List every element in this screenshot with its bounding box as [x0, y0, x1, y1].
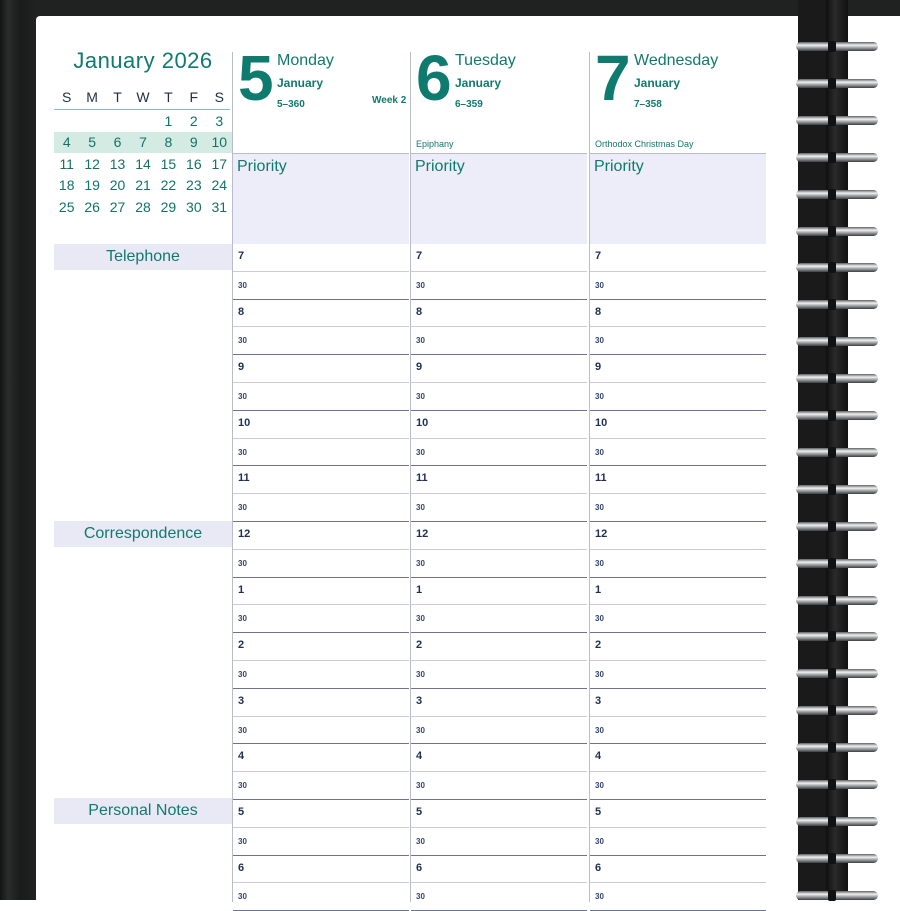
calendar-day[interactable]: 19	[84, 177, 100, 194]
spiral-ring	[796, 665, 880, 683]
ring-hole	[828, 521, 836, 532]
hour-slot[interactable]	[233, 355, 409, 383]
time-label: 5	[416, 805, 423, 818]
calendar-day[interactable]: 6	[113, 134, 122, 151]
ring-wire	[796, 42, 878, 51]
calendar-day[interactable]: 15	[160, 155, 177, 172]
ring-wire	[796, 153, 878, 162]
hour-slot[interactable]	[590, 744, 766, 772]
ring-wire	[796, 448, 878, 457]
ring-hole	[828, 742, 836, 753]
calendar-day[interactable]: 4	[62, 134, 71, 151]
personal-notes-section-label: Personal Notes	[54, 798, 232, 824]
calendar-day[interactable]: 28	[135, 198, 151, 215]
weekday-label: S	[214, 89, 224, 105]
time-label: 30	[416, 391, 425, 401]
ring-hole	[828, 78, 836, 89]
ring-wire	[796, 743, 878, 752]
priority-box[interactable]	[233, 153, 409, 244]
ring-hole	[828, 373, 836, 384]
time-label: 11	[416, 472, 428, 485]
half-hour-slot[interactable]	[590, 661, 766, 689]
time-label: 30	[238, 558, 247, 568]
ring-hole	[828, 595, 836, 606]
time-label: 11	[238, 472, 250, 485]
mini-calendar-week-row	[54, 197, 232, 218]
ring-wire	[796, 559, 878, 568]
hour-slot[interactable]	[411, 633, 587, 661]
hour-slot[interactable]	[233, 466, 409, 494]
time-label: 30	[238, 336, 247, 346]
half-hour-slot[interactable]	[411, 605, 587, 633]
ring-hole	[828, 853, 836, 864]
calendar-day[interactable]: 18	[58, 177, 75, 194]
hour-slot[interactable]	[411, 355, 587, 383]
mini-calendar-week-row	[54, 175, 232, 196]
ring-wire	[796, 263, 878, 272]
time-label: 6	[416, 861, 423, 874]
calendar-day[interactable]: 9	[189, 134, 198, 151]
time-label: 1	[238, 583, 245, 596]
half-hour-slot[interactable]	[590, 772, 766, 800]
time-label: 30	[238, 836, 247, 846]
ring-hole	[828, 779, 836, 790]
half-hour-slot[interactable]	[590, 272, 766, 300]
calendar-day[interactable]: 10	[211, 134, 228, 151]
hour-slot[interactable]	[590, 856, 766, 884]
half-hour-slot[interactable]	[411, 828, 587, 856]
day-number: 5	[238, 42, 274, 114]
hour-slot[interactable]	[411, 578, 587, 606]
hour-slot[interactable]	[411, 800, 587, 828]
time-label: 6	[595, 861, 602, 874]
calendar-day[interactable]: 14	[135, 155, 151, 172]
weekday-label: T	[164, 89, 173, 105]
time-label: 30	[416, 503, 425, 513]
half-hour-slot[interactable]	[590, 717, 766, 745]
time-label: 5	[595, 805, 602, 818]
spiral-ring	[796, 628, 880, 646]
ring-hole	[828, 890, 836, 901]
ring-hole	[828, 152, 836, 163]
ring-wire	[796, 706, 878, 715]
mini-calendar-weekday-row	[54, 87, 232, 108]
half-hour-slot[interactable]	[411, 717, 587, 745]
hour-slot[interactable]	[411, 466, 587, 494]
calendar-day[interactable]: 22	[160, 177, 177, 194]
half-hour-slot[interactable]	[590, 494, 766, 522]
weekday-label: M	[86, 89, 98, 105]
time-label: 30	[595, 336, 604, 346]
half-hour-slot[interactable]	[233, 494, 409, 522]
priority-label: Priority	[415, 158, 465, 175]
calendar-day[interactable]: 8	[164, 134, 173, 151]
calendar-day[interactable]: 3	[215, 113, 224, 129]
half-hour-slot[interactable]	[590, 327, 766, 355]
time-label: 11	[595, 472, 607, 485]
spiral-ring	[796, 702, 880, 720]
holiday-label: Orthodox Christmas Day	[595, 139, 694, 149]
time-label: 30	[238, 391, 247, 401]
time-label: 5	[238, 805, 245, 818]
time-label: 30	[238, 614, 247, 624]
ring-hole	[828, 336, 836, 347]
time-label: 30	[595, 781, 604, 791]
correspondence-section-label: Correspondence	[54, 521, 232, 547]
calendar-day[interactable]: 17	[211, 155, 228, 172]
hour-slot[interactable]	[233, 633, 409, 661]
time-label: 2	[416, 639, 423, 652]
ring-hole	[828, 705, 836, 716]
time-label: 30	[238, 892, 247, 902]
time-label: 30	[416, 669, 425, 679]
calendar-day[interactable]: 5	[88, 134, 97, 151]
ring-wire	[796, 337, 878, 346]
mini-calendar-title: January 2026	[73, 48, 213, 73]
half-hour-slot[interactable]	[233, 272, 409, 300]
mini-calendar-week-row	[54, 111, 232, 132]
half-hour-slot[interactable]	[411, 772, 587, 800]
calendar-day[interactable]	[130, 111, 155, 132]
time-label: 7	[416, 250, 423, 262]
ring-hole	[828, 447, 836, 458]
half-hour-slot[interactable]	[590, 883, 766, 911]
hour-slot[interactable]	[590, 300, 766, 328]
time-label: 4	[416, 750, 423, 763]
spiral-ring	[796, 887, 880, 905]
time-label: 4	[595, 750, 602, 763]
time-label: 2	[595, 639, 602, 652]
time-label: 30	[416, 280, 425, 290]
hour-slot[interactable]	[411, 522, 587, 550]
spiral-ring	[796, 223, 880, 241]
half-hour-slot[interactable]	[233, 828, 409, 856]
hour-slot[interactable]	[590, 355, 766, 383]
half-hour-slot[interactable]	[233, 717, 409, 745]
hour-slot[interactable]	[590, 689, 766, 717]
time-label: 30	[238, 447, 247, 457]
ring-wire	[796, 596, 878, 605]
half-hour-slot[interactable]	[590, 383, 766, 411]
hour-slot[interactable]	[411, 411, 587, 439]
hour-slot[interactable]	[233, 244, 409, 272]
ring-hole	[828, 484, 836, 495]
hour-slot[interactable]	[233, 411, 409, 439]
time-label: 2	[238, 639, 245, 652]
hour-slot[interactable]	[233, 689, 409, 717]
half-hour-slot[interactable]	[411, 550, 587, 578]
ring-hole	[828, 631, 836, 642]
weekday-label: T	[113, 89, 122, 105]
ring-wire	[796, 116, 878, 125]
calendar-day[interactable]: 12	[84, 155, 100, 172]
priority-box[interactable]	[590, 153, 766, 244]
calendar-day[interactable]: 31	[211, 198, 228, 215]
hour-slot[interactable]	[411, 744, 587, 772]
spiral-ring	[796, 518, 880, 536]
ring-wire	[796, 522, 878, 531]
half-hour-slot[interactable]	[411, 383, 587, 411]
hour-slot[interactable]	[233, 522, 409, 550]
half-hour-slot[interactable]	[233, 550, 409, 578]
spiral-ring	[796, 75, 880, 93]
weekday-label: W	[136, 89, 150, 105]
spiral-ring	[796, 739, 880, 757]
hour-slot[interactable]	[233, 300, 409, 328]
mini-calendar-week-row	[54, 154, 232, 175]
ring-wire	[796, 632, 878, 641]
time-label: 12	[595, 527, 608, 540]
time-label: 30	[595, 558, 604, 568]
ring-wire	[796, 780, 878, 789]
calendar-day[interactable]: 24	[211, 177, 228, 194]
day-count: 7–358	[634, 99, 662, 110]
hour-slot[interactable]	[590, 800, 766, 828]
time-label: 8	[416, 305, 423, 318]
time-label: 30	[416, 336, 425, 346]
half-hour-slot[interactable]	[233, 661, 409, 689]
day-month: January	[455, 76, 502, 90]
half-hour-slot[interactable]	[411, 439, 587, 467]
weekday-label: F	[189, 89, 199, 105]
time-label: 30	[595, 725, 604, 735]
time-label: 30	[595, 503, 604, 513]
calendar-day[interactable]: 13	[109, 155, 126, 172]
time-label: 30	[595, 892, 604, 902]
ring-wire	[796, 300, 878, 309]
time-label: 30	[416, 447, 425, 457]
half-hour-slot[interactable]	[411, 272, 587, 300]
half-hour-slot[interactable]	[233, 883, 409, 911]
calendar-day[interactable]: 26	[84, 198, 100, 215]
ring-hole	[828, 226, 836, 237]
hour-slot[interactable]	[233, 744, 409, 772]
spiral-ring	[796, 555, 880, 573]
ring-wire	[796, 485, 878, 494]
ring-hole	[828, 410, 836, 421]
hour-slot[interactable]	[233, 578, 409, 606]
day-column-tuesday	[410, 42, 586, 902]
time-label: 10	[416, 416, 429, 429]
day-number: 7	[595, 42, 631, 114]
ring-hole	[828, 189, 836, 200]
time-label: 30	[416, 558, 425, 568]
hour-slot[interactable]	[233, 856, 409, 884]
day-column-monday	[232, 42, 408, 902]
ring-wire	[796, 817, 878, 826]
time-label: 3	[595, 694, 602, 707]
half-hour-slot[interactable]	[233, 439, 409, 467]
spiral-ring	[796, 370, 880, 388]
mini-calendar-divider	[54, 109, 230, 110]
spiral-ring	[796, 776, 880, 794]
calendar-day[interactable]	[105, 111, 130, 132]
calendar-day[interactable]: 16	[186, 155, 202, 172]
ring-wire	[796, 374, 878, 383]
ring-hole	[828, 668, 836, 679]
time-label: 9	[238, 361, 245, 374]
time-label: 30	[595, 280, 604, 290]
time-label: 12	[416, 527, 429, 540]
spiral-ring	[796, 38, 880, 56]
time-label: 30	[595, 669, 604, 679]
time-label: 30	[238, 503, 247, 513]
spiral-ring	[796, 259, 880, 277]
ring-wire	[796, 891, 878, 900]
ring-wire	[796, 227, 878, 236]
time-label: 8	[238, 305, 245, 318]
time-label: 9	[595, 361, 602, 374]
time-label: 1	[416, 583, 423, 596]
ring-wire	[796, 854, 878, 863]
calendar-day[interactable]: 29	[160, 198, 177, 215]
half-hour-slot[interactable]	[233, 605, 409, 633]
half-hour-slot[interactable]	[233, 383, 409, 411]
hour-slot[interactable]	[590, 466, 766, 494]
spiral-ring	[796, 850, 880, 868]
calendar-day[interactable]: 27	[109, 198, 126, 215]
time-label: 1	[595, 583, 602, 596]
time-label: 8	[595, 305, 602, 318]
ring-hole	[828, 558, 836, 569]
time-label: 4	[238, 750, 245, 763]
calendar-day[interactable]: 30	[186, 198, 202, 215]
calendar-day[interactable]: 23	[186, 177, 202, 194]
spiral-ring	[796, 444, 880, 462]
time-label: 12	[238, 527, 251, 540]
half-hour-slot[interactable]	[233, 327, 409, 355]
ring-hole	[828, 115, 836, 126]
time-label: 30	[238, 725, 247, 735]
time-label: 30	[416, 836, 425, 846]
time-slots	[411, 244, 587, 911]
day-number: 6	[416, 42, 452, 114]
time-label: 7	[595, 250, 602, 262]
time-label: 3	[238, 694, 245, 707]
time-label: 30	[595, 391, 604, 401]
telephone-section-label: Telephone	[54, 244, 232, 270]
ring-wire	[796, 669, 878, 678]
time-label: 10	[238, 416, 251, 429]
half-hour-slot[interactable]	[590, 828, 766, 856]
half-hour-slot[interactable]	[590, 550, 766, 578]
time-label: 30	[595, 614, 604, 624]
day-count: 5–360	[277, 99, 305, 110]
hour-slot[interactable]	[411, 856, 587, 884]
priority-box[interactable]	[411, 153, 587, 244]
ring-wire	[796, 190, 878, 199]
calendar-day[interactable]: 7	[139, 134, 147, 151]
hour-slot[interactable]	[233, 800, 409, 828]
time-label: 30	[238, 781, 247, 791]
spiral-ring	[796, 813, 880, 831]
time-label: 30	[238, 669, 247, 679]
calendar-day[interactable]	[79, 111, 104, 132]
ring-hole	[828, 816, 836, 827]
hour-slot[interactable]	[590, 633, 766, 661]
time-label: 9	[416, 361, 423, 374]
time-label: 30	[416, 892, 425, 902]
time-label: 30	[416, 725, 425, 735]
calendar-day[interactable]: 21	[135, 177, 151, 194]
day-month: January	[277, 76, 324, 90]
hour-slot[interactable]	[411, 244, 587, 272]
spiral-ring	[796, 481, 880, 499]
spiral-ring	[796, 296, 880, 314]
time-label: 6	[238, 861, 245, 874]
time-label: 30	[595, 447, 604, 457]
week-number: Week 2	[372, 95, 407, 106]
hour-slot[interactable]	[590, 411, 766, 439]
calendar-day[interactable]: 11	[59, 155, 74, 172]
spiral-ring	[796, 186, 880, 204]
priority-label: Priority	[237, 158, 287, 175]
time-label: 30	[595, 836, 604, 846]
calendar-day[interactable]: 25	[58, 198, 75, 215]
time-label: 30	[416, 614, 425, 624]
ring-hole	[828, 299, 836, 310]
time-label: 30	[416, 781, 425, 791]
ring-wire	[796, 79, 878, 88]
half-hour-slot[interactable]	[411, 661, 587, 689]
time-label: 30	[238, 280, 247, 290]
half-hour-slot[interactable]	[233, 772, 409, 800]
holiday-label: Epiphany	[416, 139, 454, 149]
ring-hole	[828, 41, 836, 52]
day-month: January	[634, 76, 681, 90]
day-name: Tuesday	[455, 52, 516, 69]
spiral-ring	[796, 333, 880, 351]
spiral-ring	[796, 592, 880, 610]
spiral-ring	[796, 407, 880, 425]
ring-wire	[796, 411, 878, 420]
spiral-ring	[796, 112, 880, 130]
ring-hole	[828, 262, 836, 273]
day-count: 6–359	[455, 99, 483, 110]
half-hour-slot[interactable]	[411, 883, 587, 911]
day-name: Monday	[277, 52, 334, 69]
day-name: Wednesday	[634, 52, 719, 69]
hour-slot[interactable]	[590, 244, 766, 272]
hour-slot[interactable]	[411, 300, 587, 328]
hour-slot[interactable]	[411, 689, 587, 717]
calendar-day[interactable]: 2	[189, 113, 198, 129]
mini-calendar-week-row	[54, 132, 232, 153]
spiral-ring	[796, 149, 880, 167]
day-column-wednesday	[589, 42, 765, 902]
time-label: 10	[595, 416, 608, 429]
calendar-day[interactable]: 1	[164, 113, 173, 129]
half-hour-slot[interactable]	[411, 327, 587, 355]
time-slots	[590, 244, 766, 911]
calendar-day[interactable]: 20	[109, 177, 126, 194]
half-hour-slot[interactable]	[590, 605, 766, 633]
time-slots	[233, 244, 409, 911]
weekday-label: S	[62, 89, 72, 105]
hour-slot[interactable]	[590, 578, 766, 606]
half-hour-slot[interactable]	[411, 494, 587, 522]
half-hour-slot[interactable]	[590, 439, 766, 467]
hour-slot[interactable]	[590, 522, 766, 550]
priority-label: Priority	[594, 158, 644, 175]
time-label: 3	[416, 694, 423, 707]
calendar-day[interactable]	[54, 111, 79, 132]
time-label: 7	[238, 250, 245, 262]
